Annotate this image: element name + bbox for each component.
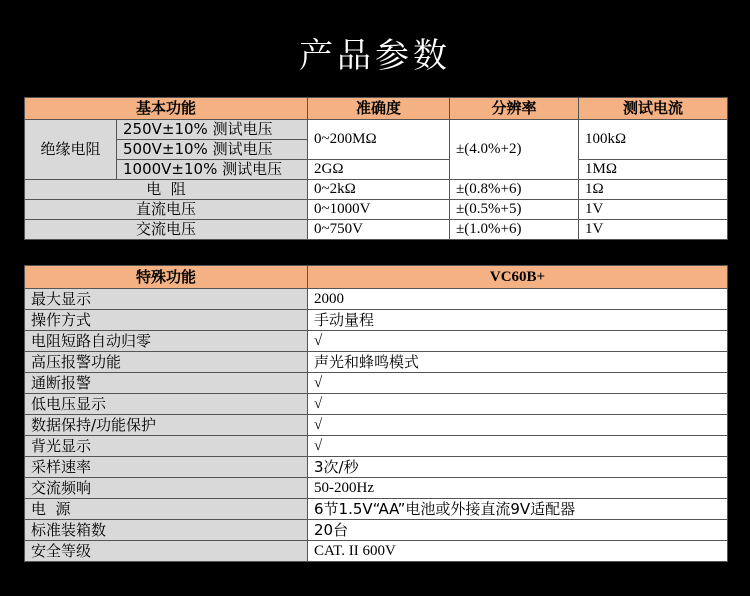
- row-value: 声光和蜂鸣模式: [308, 352, 728, 373]
- row-name: 直流电压: [25, 200, 308, 220]
- row-accuracy: 0~750V: [308, 220, 450, 240]
- row-name: 背光显示: [25, 436, 308, 457]
- row-name: 高压报警功能: [25, 352, 308, 373]
- table-row: [25, 220, 728, 240]
- table-row: [25, 541, 728, 562]
- row-value: √: [308, 415, 728, 436]
- row-name: 最大显示: [25, 289, 308, 310]
- insulation-accuracy-range: 0~200MΩ: [308, 120, 450, 160]
- row-resolution: ±(0.8%+6): [450, 180, 579, 200]
- table-row: [25, 331, 728, 352]
- row-name: 电阻短路自动归零: [25, 331, 308, 352]
- row-name: 操作方式: [25, 310, 308, 331]
- insulation-sub-1000v: 1000V±10% 测试电压: [117, 160, 308, 180]
- table-row: [25, 457, 728, 478]
- row-value: √: [308, 394, 728, 415]
- table-row: [25, 478, 728, 499]
- table-row: [25, 352, 728, 373]
- table-row: [25, 180, 728, 200]
- row-name: 通断报警: [25, 373, 308, 394]
- insulation-current-100k: 100kΩ: [579, 120, 728, 160]
- insulation-current-1m: 1MΩ: [579, 160, 728, 180]
- row-value: √: [308, 436, 728, 457]
- basic-function-table: [24, 97, 728, 240]
- insulation-resistance-label: 绝缘电阻: [25, 120, 117, 180]
- table-row: [25, 310, 728, 331]
- row-value: 20台: [308, 520, 728, 541]
- header-model: VC60B+: [308, 266, 728, 289]
- insulation-sub-500v: 500V±10% 测试电压: [117, 140, 308, 160]
- header-basic-function: 基本功能: [25, 98, 308, 120]
- table-row: [25, 373, 728, 394]
- insulation-sub-250v: 250V±10% 测试电压: [117, 120, 308, 140]
- insulation-row-1000: [25, 160, 728, 180]
- row-accuracy: 0~2kΩ: [308, 180, 450, 200]
- insulation-resolution: ±(4.0%+2): [450, 120, 579, 180]
- row-current: 1V: [579, 220, 728, 240]
- row-value: √: [308, 373, 728, 394]
- row-name: 数据保持/功能保护: [25, 415, 308, 436]
- header-resolution: 分辨率: [450, 98, 579, 120]
- row-name: 交流电压: [25, 220, 308, 240]
- row-name: 安全等级: [25, 541, 308, 562]
- row-name: 低电压显示: [25, 394, 308, 415]
- table-row: [25, 200, 728, 220]
- row-name: 电 阻: [25, 180, 308, 200]
- header-test-current: 测试电流: [579, 98, 728, 120]
- row-value: 手动量程: [308, 310, 728, 331]
- special-function-table: [24, 265, 728, 562]
- row-resolution: ±(1.0%+6): [450, 220, 579, 240]
- row-resolution: ±(0.5%+5): [450, 200, 579, 220]
- row-accuracy: 0~1000V: [308, 200, 450, 220]
- row-value: √: [308, 331, 728, 352]
- insulation-row-250: [25, 120, 728, 140]
- basic-table-header: [25, 98, 728, 120]
- table-row: [25, 394, 728, 415]
- row-value: 3次/秒: [308, 457, 728, 478]
- table-row: [25, 289, 728, 310]
- row-name: 采样速率: [25, 457, 308, 478]
- row-name: 标准装箱数: [25, 520, 308, 541]
- row-name: 交流频响: [25, 478, 308, 499]
- table-row: [25, 436, 728, 457]
- row-value: CAT. II 600V: [308, 541, 728, 562]
- page-title: 产品参数: [299, 36, 451, 76]
- row-value: 2000: [308, 289, 728, 310]
- row-value: 50-200Hz: [308, 478, 728, 499]
- row-current: 1V: [579, 200, 728, 220]
- special-table-header: [25, 266, 728, 289]
- table-row: [25, 499, 728, 520]
- table-row: [25, 520, 728, 541]
- insulation-accuracy-2g: 2GΩ: [308, 160, 450, 180]
- table-row: [25, 415, 728, 436]
- row-current: 1Ω: [579, 180, 728, 200]
- header-accuracy: 准确度: [308, 98, 450, 120]
- row-name: 电 源: [25, 499, 308, 520]
- row-value: 6节1.5V“AA”电池或外接直流9V适配器: [308, 499, 728, 520]
- header-special-function: 特殊功能: [25, 266, 308, 289]
